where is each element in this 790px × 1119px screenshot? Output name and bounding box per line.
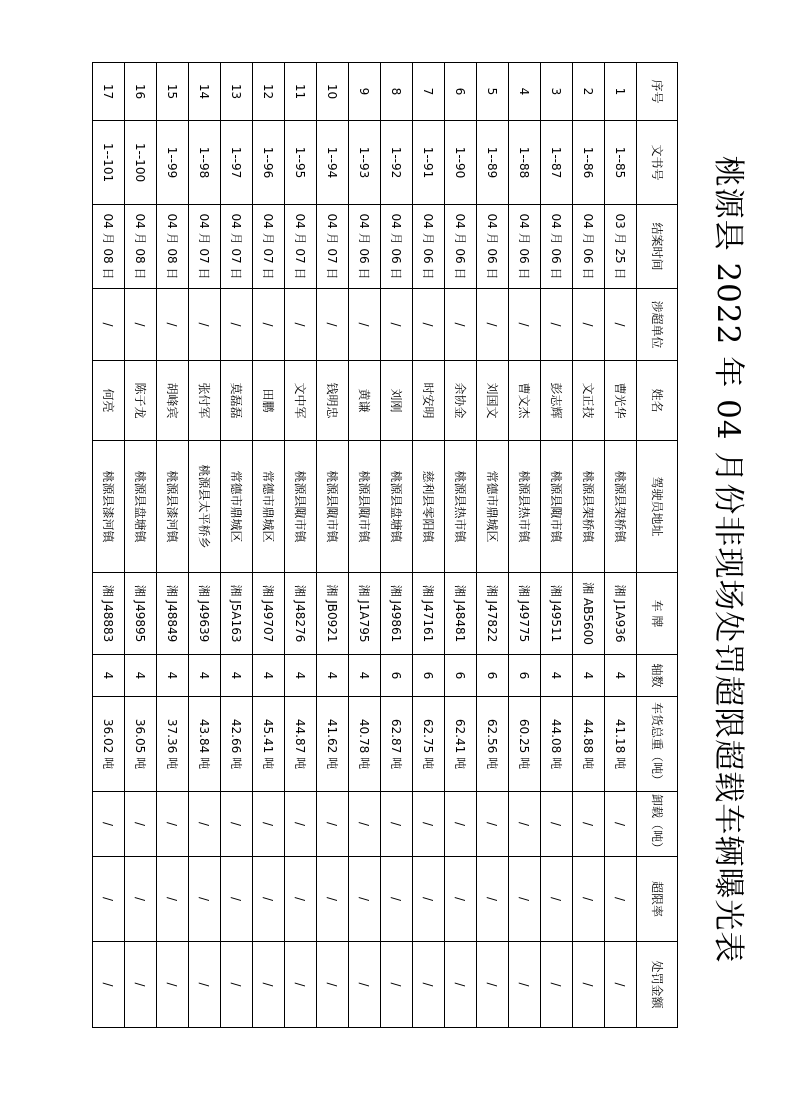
cell-unit: / [445, 289, 477, 361]
cell-penalty: / [221, 942, 253, 1028]
cell-unload: / [573, 792, 605, 857]
cell-driver-address: 常德市鼎城区 [253, 441, 285, 573]
cell-overload-rate: / [125, 857, 157, 942]
cell-doc-no: 1--86 [573, 121, 605, 205]
cell-plate: 湘 J49639 [189, 573, 221, 655]
cell-unload: / [605, 792, 637, 857]
cell-penalty: / [125, 942, 157, 1028]
cell-axles: 6 [509, 655, 541, 697]
cell-doc-no: 1--94 [317, 121, 349, 205]
cell-unload: / [349, 792, 381, 857]
cell-doc-no: 1--101 [93, 121, 125, 205]
table-row [509, 63, 541, 1028]
cell-index: 11 [285, 63, 317, 121]
cell-driver-address: 桃源县热市镇 [509, 441, 541, 573]
cell-axles: 4 [189, 655, 221, 697]
cell-plate: 湘 J49775 [509, 573, 541, 655]
cell-doc-no: 1--90 [445, 121, 477, 205]
cell-doc-no: 1--93 [349, 121, 381, 205]
cell-total-weight: 60.25 吨 [509, 697, 541, 792]
table-row [413, 63, 445, 1028]
table-row [189, 63, 221, 1028]
header-close-date: 结案时间 [637, 205, 678, 289]
cell-close-date: 04 月 06 日 [381, 205, 413, 289]
cell-total-weight: 62.87 吨 [381, 697, 413, 792]
cell-axles: 6 [477, 655, 509, 697]
cell-driver-address: 桃源县热市镇 [445, 441, 477, 573]
cell-overload-rate: / [157, 857, 189, 942]
cell-doc-no: 1--87 [541, 121, 573, 205]
header-name: 姓名 [637, 361, 678, 441]
cell-doc-no: 1--98 [189, 121, 221, 205]
cell-plate: 湘 JB0921 [317, 573, 349, 655]
cell-total-weight: 62.56 吨 [477, 697, 509, 792]
cell-name: 张付军 [189, 361, 221, 441]
cell-unit: / [381, 289, 413, 361]
cell-unload: / [285, 792, 317, 857]
cell-total-weight: 40.78 吨 [349, 697, 381, 792]
cell-overload-rate: / [477, 857, 509, 942]
cell-axles: 4 [157, 655, 189, 697]
cell-axles: 6 [413, 655, 445, 697]
cell-driver-address: 桃源县陬市镇 [285, 441, 317, 573]
cell-unit: / [349, 289, 381, 361]
cell-close-date: 04 月 06 日 [413, 205, 445, 289]
cell-driver-address: 桃源县陬市镇 [349, 441, 381, 573]
cell-penalty: / [285, 942, 317, 1028]
cell-name: 曹文杰 [509, 361, 541, 441]
cell-unload: / [317, 792, 349, 857]
cell-total-weight: 41.62 吨 [317, 697, 349, 792]
cell-driver-address: 桃源县漆河镇 [93, 441, 125, 573]
cell-overload-rate: / [221, 857, 253, 942]
cell-plate: 湘 AB5600 [573, 573, 605, 655]
cell-driver-address: 慈利县零阳镇 [413, 441, 445, 573]
cell-penalty: / [509, 942, 541, 1028]
cell-doc-no: 1--85 [605, 121, 637, 205]
cell-doc-no: 1--92 [381, 121, 413, 205]
cell-unload: / [93, 792, 125, 857]
cell-close-date: 04 月 08 日 [125, 205, 157, 289]
cell-close-date: 04 月 07 日 [317, 205, 349, 289]
cell-overload-rate: / [413, 857, 445, 942]
cell-index: 2 [573, 63, 605, 121]
cell-unit: / [189, 289, 221, 361]
cell-penalty: / [157, 942, 189, 1028]
cell-plate: 湘 J5A163 [221, 573, 253, 655]
cell-overload-rate: / [189, 857, 221, 942]
cell-unit: / [317, 289, 349, 361]
cell-unload: / [125, 792, 157, 857]
header-overload-rate: 超限率 [637, 857, 678, 942]
cell-index: 16 [125, 63, 157, 121]
cell-overload-rate: / [509, 857, 541, 942]
cell-total-weight: 62.75 吨 [413, 697, 445, 792]
cell-index: 9 [349, 63, 381, 121]
cell-plate: 湘 J48276 [285, 573, 317, 655]
cell-index: 7 [413, 63, 445, 121]
cell-doc-no: 1--95 [285, 121, 317, 205]
cell-unload: / [445, 792, 477, 857]
table-row [573, 63, 605, 1028]
cell-unload: / [253, 792, 285, 857]
cell-overload-rate: / [541, 857, 573, 942]
cell-unload: / [189, 792, 221, 857]
cell-index: 4 [509, 63, 541, 121]
cell-name: 陈子龙 [125, 361, 157, 441]
cell-overload-rate: / [573, 857, 605, 942]
cell-index: 17 [93, 63, 125, 121]
table-row [125, 63, 157, 1028]
cell-total-weight: 45.41 吨 [253, 697, 285, 792]
cell-name: 文中军 [285, 361, 317, 441]
cell-total-weight: 44.87 吨 [285, 697, 317, 792]
cell-doc-no: 1--97 [221, 121, 253, 205]
cell-unit: / [541, 289, 573, 361]
cell-plate: 湘 J49895 [125, 573, 157, 655]
cell-index: 3 [541, 63, 573, 121]
cell-penalty: / [413, 942, 445, 1028]
cell-doc-no: 1--91 [413, 121, 445, 205]
cell-overload-rate: / [253, 857, 285, 942]
cell-overload-rate: / [93, 857, 125, 942]
cell-penalty: / [573, 942, 605, 1028]
cell-index: 10 [317, 63, 349, 121]
cell-close-date: 04 月 08 日 [93, 205, 125, 289]
cell-close-date: 04 月 06 日 [541, 205, 573, 289]
cell-axles: 4 [349, 655, 381, 697]
table-header-row [637, 63, 678, 1028]
cell-index: 14 [189, 63, 221, 121]
cell-close-date: 04 月 07 日 [253, 205, 285, 289]
cell-penalty: / [93, 942, 125, 1028]
cell-index: 8 [381, 63, 413, 121]
cell-name: 曹光华 [605, 361, 637, 441]
header-driver-address: 驾驶员地址 [637, 441, 678, 573]
cell-close-date: 04 月 06 日 [509, 205, 541, 289]
table-row [221, 63, 253, 1028]
cell-penalty: / [349, 942, 381, 1028]
cell-axles: 4 [573, 655, 605, 697]
table-row [93, 63, 125, 1028]
cell-doc-no: 1--89 [477, 121, 509, 205]
cell-unit: / [285, 289, 317, 361]
cell-plate: 湘 J48481 [445, 573, 477, 655]
cell-total-weight: 36.05 吨 [125, 697, 157, 792]
cell-overload-rate: / [349, 857, 381, 942]
cell-name: 时安明 [413, 361, 445, 441]
cell-total-weight: 43.84 吨 [189, 697, 221, 792]
table-row [381, 63, 413, 1028]
cell-unit: / [573, 289, 605, 361]
cell-axles: 4 [125, 655, 157, 697]
cell-plate: 湘 J49707 [253, 573, 285, 655]
header-penalty: 处罚金额 [637, 942, 678, 1028]
header-total-weight: 车货总重（吨） [637, 697, 678, 792]
cell-unit: / [125, 289, 157, 361]
cell-index: 6 [445, 63, 477, 121]
cell-penalty: / [317, 942, 349, 1028]
exposure-table [92, 62, 678, 1028]
header-index: 序号 [637, 63, 678, 121]
cell-doc-no: 1--88 [509, 121, 541, 205]
header-unload: 卸载（吨） [637, 792, 678, 857]
table-row [477, 63, 509, 1028]
cell-close-date: 04 月 07 日 [221, 205, 253, 289]
cell-doc-no: 1--100 [125, 121, 157, 205]
cell-unload: / [413, 792, 445, 857]
cell-unit: / [157, 289, 189, 361]
cell-driver-address: 桃源县太平桥乡 [189, 441, 221, 573]
cell-plate: 湘 J48883 [93, 573, 125, 655]
cell-axles: 4 [285, 655, 317, 697]
cell-axles: 4 [605, 655, 637, 697]
table-row [253, 63, 285, 1028]
cell-name: 胡峰宾 [157, 361, 189, 441]
cell-total-weight: 42.66 吨 [221, 697, 253, 792]
cell-plate: 湘 J49511 [541, 573, 573, 655]
cell-total-weight: 44.08 吨 [541, 697, 573, 792]
cell-unit: / [413, 289, 445, 361]
cell-unload: / [477, 792, 509, 857]
cell-unload: / [157, 792, 189, 857]
cell-driver-address: 桃源县架桥镇 [605, 441, 637, 573]
cell-index: 12 [253, 63, 285, 121]
header-doc-no: 文书号 [637, 121, 678, 205]
cell-name: 黄谦 [349, 361, 381, 441]
cell-axles: 4 [253, 655, 285, 697]
table-row [445, 63, 477, 1028]
cell-name: 刘刚 [381, 361, 413, 441]
cell-driver-address: 桃源县盘塘镇 [125, 441, 157, 573]
table-row [541, 63, 573, 1028]
cell-driver-address: 桃源县漆河镇 [157, 441, 189, 573]
cell-driver-address: 桃源县架桥镇 [573, 441, 605, 573]
cell-index: 13 [221, 63, 253, 121]
cell-name: 余协金 [445, 361, 477, 441]
table-row [349, 63, 381, 1028]
cell-unit: / [221, 289, 253, 361]
cell-axles: 4 [221, 655, 253, 697]
cell-name: 彭志辉 [541, 361, 573, 441]
cell-overload-rate: / [317, 857, 349, 942]
cell-overload-rate: / [285, 857, 317, 942]
cell-index: 15 [157, 63, 189, 121]
cell-close-date: 03 月 25 日 [605, 205, 637, 289]
cell-total-weight: 41.18 吨 [605, 697, 637, 792]
table-row [285, 63, 317, 1028]
table-row [157, 63, 189, 1028]
cell-close-date: 04 月 08 日 [157, 205, 189, 289]
cell-unit: / [477, 289, 509, 361]
cell-unload: / [509, 792, 541, 857]
cell-driver-address: 桃源县陬市镇 [541, 441, 573, 573]
cell-overload-rate: / [381, 857, 413, 942]
cell-close-date: 04 月 06 日 [445, 205, 477, 289]
cell-penalty: / [189, 942, 221, 1028]
cell-unit: / [509, 289, 541, 361]
cell-name: 文正技 [573, 361, 605, 441]
cell-axles: 4 [317, 655, 349, 697]
cell-penalty: / [605, 942, 637, 1028]
header-plate: 车 牌 [637, 573, 678, 655]
cell-unit: / [605, 289, 637, 361]
cell-close-date: 04 月 06 日 [477, 205, 509, 289]
table-row [605, 63, 637, 1028]
cell-name: 刘国文 [477, 361, 509, 441]
cell-name: 何亮 [93, 361, 125, 441]
cell-unload: / [541, 792, 573, 857]
cell-plate: 湘 J1A795 [349, 573, 381, 655]
cell-driver-address: 桃源县盘塘镇 [381, 441, 413, 573]
table-row [317, 63, 349, 1028]
cell-unit: / [253, 289, 285, 361]
cell-overload-rate: / [605, 857, 637, 942]
table-body [93, 63, 637, 1028]
cell-close-date: 04 月 06 日 [573, 205, 605, 289]
document-title: 桃源县 2022 年 04 月份非现场处罚超限超载车辆曝光表 [710, 155, 746, 964]
cell-total-weight: 62.41 吨 [445, 697, 477, 792]
cell-close-date: 04 月 07 日 [285, 205, 317, 289]
cell-unload: / [381, 792, 413, 857]
cell-penalty: / [253, 942, 285, 1028]
cell-name: 田鹏 [253, 361, 285, 441]
cell-total-weight: 36.02 吨 [93, 697, 125, 792]
cell-doc-no: 1--99 [157, 121, 189, 205]
cell-total-weight: 37.36 吨 [157, 697, 189, 792]
cell-name: 莫磊磊 [221, 361, 253, 441]
cell-plate: 湘 J48849 [157, 573, 189, 655]
cell-driver-address: 桃源县陬市镇 [317, 441, 349, 573]
cell-plate: 湘 J1A936 [605, 573, 637, 655]
cell-penalty: / [381, 942, 413, 1028]
cell-driver-address: 常德市鼎城区 [477, 441, 509, 573]
cell-penalty: / [445, 942, 477, 1028]
cell-index: 5 [477, 63, 509, 121]
cell-penalty: / [477, 942, 509, 1028]
cell-doc-no: 1--96 [253, 121, 285, 205]
header-unit: 涉超单位 [637, 289, 678, 361]
cell-axles: 4 [541, 655, 573, 697]
cell-driver-address: 常德市鼎城区 [221, 441, 253, 573]
cell-index: 1 [605, 63, 637, 121]
cell-total-weight: 44.88 吨 [573, 697, 605, 792]
cell-unload: / [221, 792, 253, 857]
cell-close-date: 04 月 07 日 [189, 205, 221, 289]
cell-unit: / [93, 289, 125, 361]
cell-axles: 6 [445, 655, 477, 697]
cell-plate: 湘 J49861 [381, 573, 413, 655]
cell-overload-rate: / [445, 857, 477, 942]
cell-penalty: / [541, 942, 573, 1028]
cell-close-date: 04 月 06 日 [349, 205, 381, 289]
cell-axles: 6 [381, 655, 413, 697]
cell-axles: 4 [93, 655, 125, 697]
cell-plate: 湘 J47822 [477, 573, 509, 655]
cell-plate: 湘 J47161 [413, 573, 445, 655]
header-axles: 轴数 [637, 655, 678, 697]
cell-name: 钱明忠 [317, 361, 349, 441]
